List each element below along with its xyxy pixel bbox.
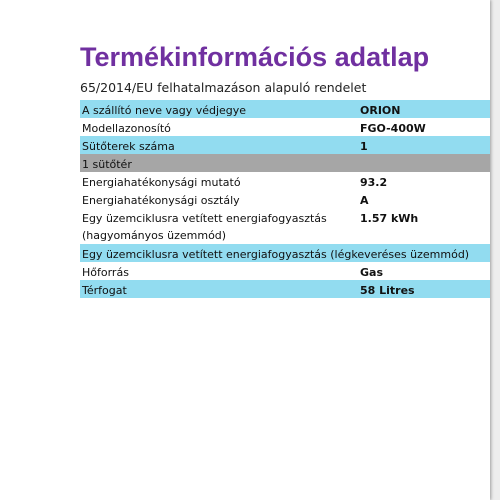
table-row-energy-conventional bbox=[80, 208, 490, 244]
row-label-line: (hagyományos üzemmód) bbox=[82, 229, 227, 242]
table-row-energy-class bbox=[80, 190, 490, 208]
row-value: Gas bbox=[360, 266, 383, 279]
table-row-supplier bbox=[80, 100, 490, 118]
table-row-model bbox=[80, 118, 490, 136]
row-label bbox=[82, 210, 352, 244]
row-value: 93.2 bbox=[360, 176, 388, 189]
table-row-energy-fan bbox=[80, 244, 490, 262]
table-row-volume bbox=[80, 280, 490, 298]
row-value: 58 Litres bbox=[360, 284, 415, 297]
row-label: Térfogat bbox=[82, 284, 127, 297]
table-section-header-cavity bbox=[80, 154, 490, 172]
section-label: 1 sütőtér bbox=[82, 158, 132, 171]
table-row-cavity-count bbox=[80, 136, 490, 154]
regulation-subtitle: 65/2014/EU felhatalmazáson alapuló rendelet bbox=[80, 80, 367, 95]
row-label: Energiahatékonysági mutató bbox=[82, 176, 241, 189]
row-label: Modellazonosító bbox=[82, 122, 171, 135]
product-info-table bbox=[80, 100, 490, 298]
row-label: Hőforrás bbox=[82, 266, 129, 279]
row-label: Sütőterek száma bbox=[82, 140, 175, 153]
row-value: 1 bbox=[360, 140, 368, 153]
table-row-energy-index bbox=[80, 172, 490, 190]
page-title: Termékinformációs adatlap bbox=[80, 42, 430, 72]
table-row-heat-source bbox=[80, 262, 490, 280]
row-label: Energiahatékonysági osztály bbox=[82, 194, 240, 207]
row-value: A bbox=[360, 194, 369, 207]
row-value: FGO-400W bbox=[360, 122, 426, 135]
row-value: 1.57 kWh bbox=[360, 212, 419, 225]
row-value: ORION bbox=[360, 104, 401, 117]
row-label: A szállító neve vagy védjegye bbox=[82, 104, 247, 117]
row-label: Egy üzemciklusra vetített energiafogyasztás (légkeveréses üzemmód) bbox=[82, 248, 470, 261]
row-label-line: Egy üzemciklusra vetített energiafogyasztás bbox=[82, 212, 327, 225]
